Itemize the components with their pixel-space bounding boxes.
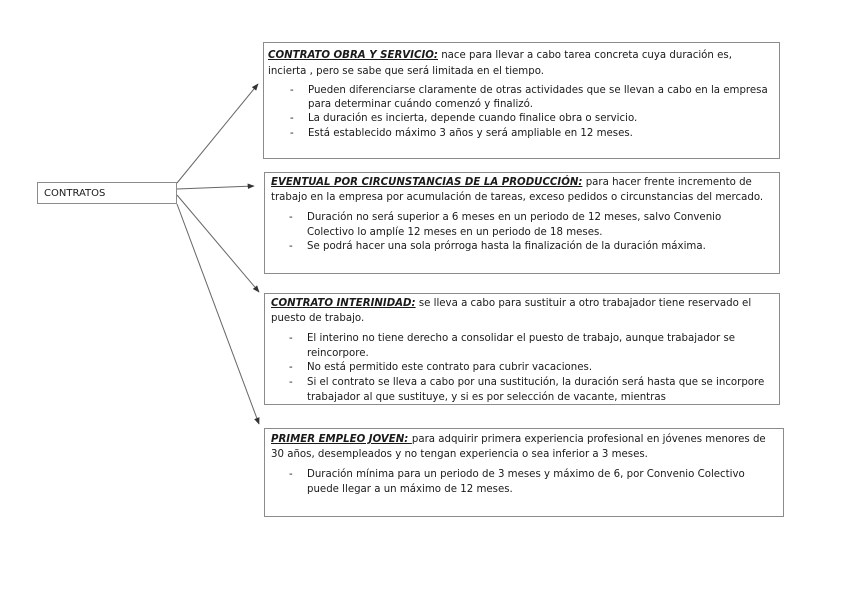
bullet-item: - Se podrá hacer una sola prórroga hasta la finalización de la duración máxima. xyxy=(271,240,771,255)
box-contrato-interinidad xyxy=(264,293,780,405)
box-title: PRIMER EMPLEO JOVEN: xyxy=(271,434,412,445)
box-description: nace para llevar a cabo tarea concreta cuya duración es, incierta , pero se sabe que será limitada en el tiempo. xyxy=(268,50,732,77)
box-heading xyxy=(268,48,771,80)
root-node-contratos xyxy=(37,182,177,204)
bullet-item: - El interino no tiene derecho a consolidar el puesto de trabajo, aunque trabajador se reincorpore. xyxy=(271,332,771,361)
box-description: se lleva a cabo para sustituir a otro trabajador tiene reservado el puesto de trabajo. xyxy=(271,298,752,324)
bullet-item: - La duración es incierta, depende cuando finalice obra o servicio. xyxy=(268,112,771,126)
box-title: EVENTUAL POR CIRCUNSTANCIAS DE LA PRODUCCIÓN: xyxy=(271,177,583,188)
bullet-list xyxy=(271,332,771,405)
arrow-to-primer-empleo xyxy=(177,204,259,424)
box-heading xyxy=(271,176,771,205)
bullet-item: - Pueden diferenciarse claramente de otras actividades que se llevan a cabo en la empresa para determinar cuándo comenzó y finalizó. xyxy=(268,84,771,112)
bullet-list xyxy=(271,468,775,497)
box-heading xyxy=(271,433,775,462)
bullet-item: - Está establecido máximo 3 años y será ampliable en 12 meses. xyxy=(268,127,771,141)
arrow-to-obra-servicio xyxy=(177,84,258,183)
box-description: para hacer frente incremento de trabajo en la empresa por acumulación de tareas, exceso pedidos o circunstancias del mercado. xyxy=(271,177,764,203)
box-heading xyxy=(271,297,771,326)
bullet-item: - Duración mínima para un periodo de 3 meses y máximo de 6, por Convenio Colectivo puede llegar a un máximo de 12 meses. xyxy=(271,468,775,497)
arrow-to-interinidad xyxy=(177,195,259,292)
bullet-list xyxy=(271,211,771,255)
arrow-to-eventual xyxy=(177,186,254,189)
box-title: CONTRATO INTERINIDAD: xyxy=(271,298,416,309)
box-description: para adquirir primera experiencia profesional en jóvenes menores de 30 años, desempleados y no tengan experiencia o sea inferior a 3 meses. xyxy=(271,434,766,460)
bullet-item: - Si el contrato se lleva a cabo por una sustitución, la duración será hasta que se incorpore trabajador al que sustituye, y si es por selección de vacante, mientras xyxy=(271,376,771,405)
bullet-item: - No está permitido este contrato para cubrir vacaciones. xyxy=(271,361,771,376)
bullet-item: - Duración no será superior a 6 meses en un periodo de 12 meses, salvo Convenio Colectivo lo amplíe 12 meses en un periodo de 18 meses. xyxy=(271,211,771,240)
box-eventual-circunstancias xyxy=(264,172,780,274)
box-contrato-obra-servicio xyxy=(263,42,780,159)
bullet-list xyxy=(268,84,771,141)
root-node-label: CONTRATOS xyxy=(44,188,106,199)
box-title: CONTRATO OBRA Y SERVICIO: xyxy=(268,50,438,61)
box-primer-empleo-joven xyxy=(264,428,784,517)
